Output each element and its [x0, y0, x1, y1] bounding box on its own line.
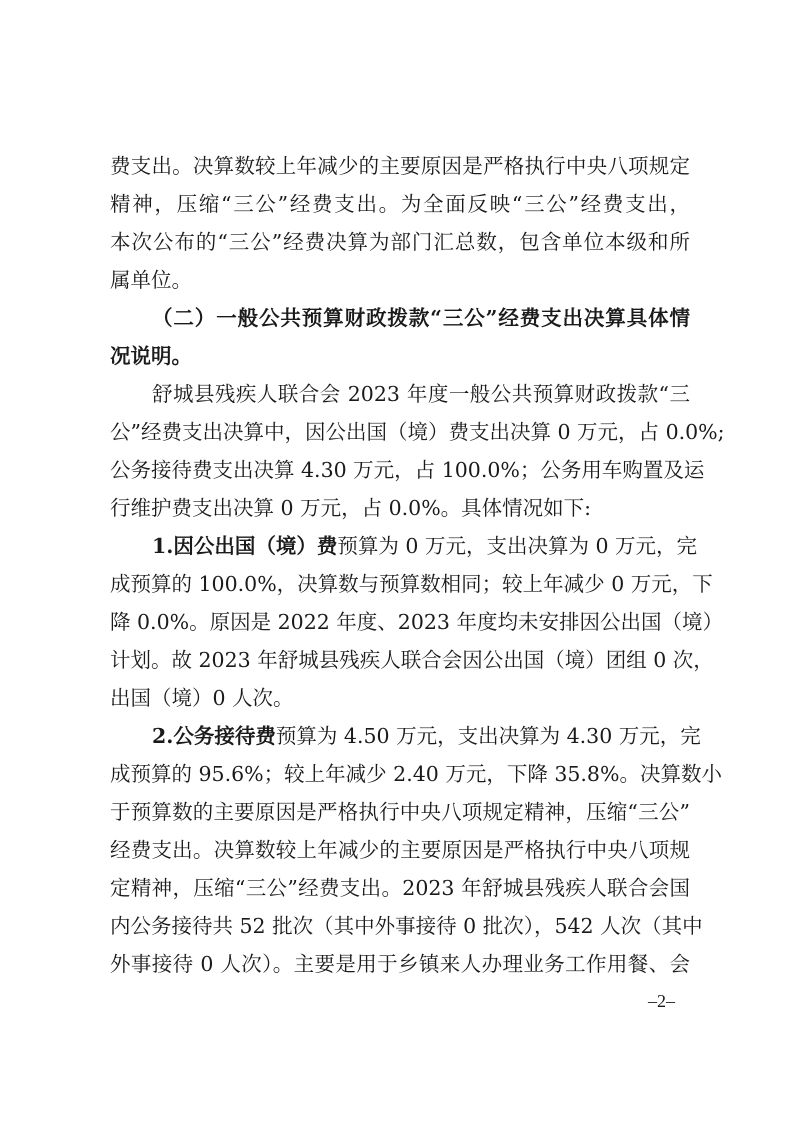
paragraph-line: 成预算的 100.0%，决算数与预算数相同；较上年减少 0 万元，下	[110, 572, 713, 596]
paragraph-line: 降 0.0%。原因是 2022 年度、2023 年度均未安排因公出国（境）	[110, 610, 723, 634]
paragraph-line: 内公务接待共 52 批次（其中外事接待 0 批次），542 人次（其中	[110, 914, 703, 938]
paragraph-line: 费支出。决算数较上年减少的主要原因是严格执行中央八项规定	[110, 154, 690, 178]
paragraph-line	[152, 527, 698, 565]
paragraph-line: 计划。故 2023 年舒城县残疾人联合会因公出国（境）团组 0 次，	[110, 648, 714, 672]
paragraph-line: 定精神，压缩“三公”经费支出。2023 年舒城县残疾人联合会国	[110, 876, 690, 900]
paragraph-line: 行维护费支出决算 0 万元，占 0.0%。具体情况如下:	[110, 496, 592, 520]
paragraph-line: 舒城县残疾人联合会 2023 年度一般公共预算财政拨款“三	[152, 382, 690, 406]
paragraph-line: 出国（境）0 人次。	[110, 686, 294, 710]
paragraph-line: 公”经费支出决算中，因公出国（境）费支出决算 0 万元，占 0.0%;	[110, 420, 725, 444]
paragraph-line	[152, 717, 701, 755]
paragraph-line: 公务接待费支出决算 4.30 万元，占 100.0%；公务用车购置及运	[110, 458, 705, 482]
item-lead-reception: 2.公务接待费	[152, 724, 276, 748]
paragraph-line: 属单位。	[110, 268, 192, 292]
paragraph-line: 于预算数的主要原因是严格执行中央八项规定精神，压缩“三公”	[110, 800, 690, 824]
paragraph-line: 经费支出。决算数较上年减少的主要原因是严格执行中央八项规	[110, 838, 690, 862]
section-heading: （二）一般公共预算财政拨款“三公”经费支出决算具体情	[152, 306, 690, 330]
paragraph-line: 精神，压缩“三公”经费支出。为全面反映“三公”经费支出，	[110, 192, 690, 216]
paragraph-text: 预算为 0 万元，支出决算为 0 万元，完	[337, 534, 698, 558]
paragraph-line: 成预算的 95.6%；较上年减少 2.40 万元，下降 35.8%。决算数小	[110, 762, 722, 786]
page-number: –2–	[648, 991, 675, 1011]
paragraph-line: 外事接待 0 人次）。主要是用于乡镇来人办理业务工作用餐、会	[110, 952, 690, 976]
section-heading: 况说明。	[110, 344, 192, 368]
paragraph-line: 本次公布的“三公”经费决算为部门汇总数，包含单位本级和所	[110, 230, 690, 254]
item-lead-travel-abroad: 1.因公出国（境）费	[152, 534, 338, 558]
paragraph-text: 预算为 4.50 万元，支出决算为 4.30 万元，完	[275, 724, 701, 748]
